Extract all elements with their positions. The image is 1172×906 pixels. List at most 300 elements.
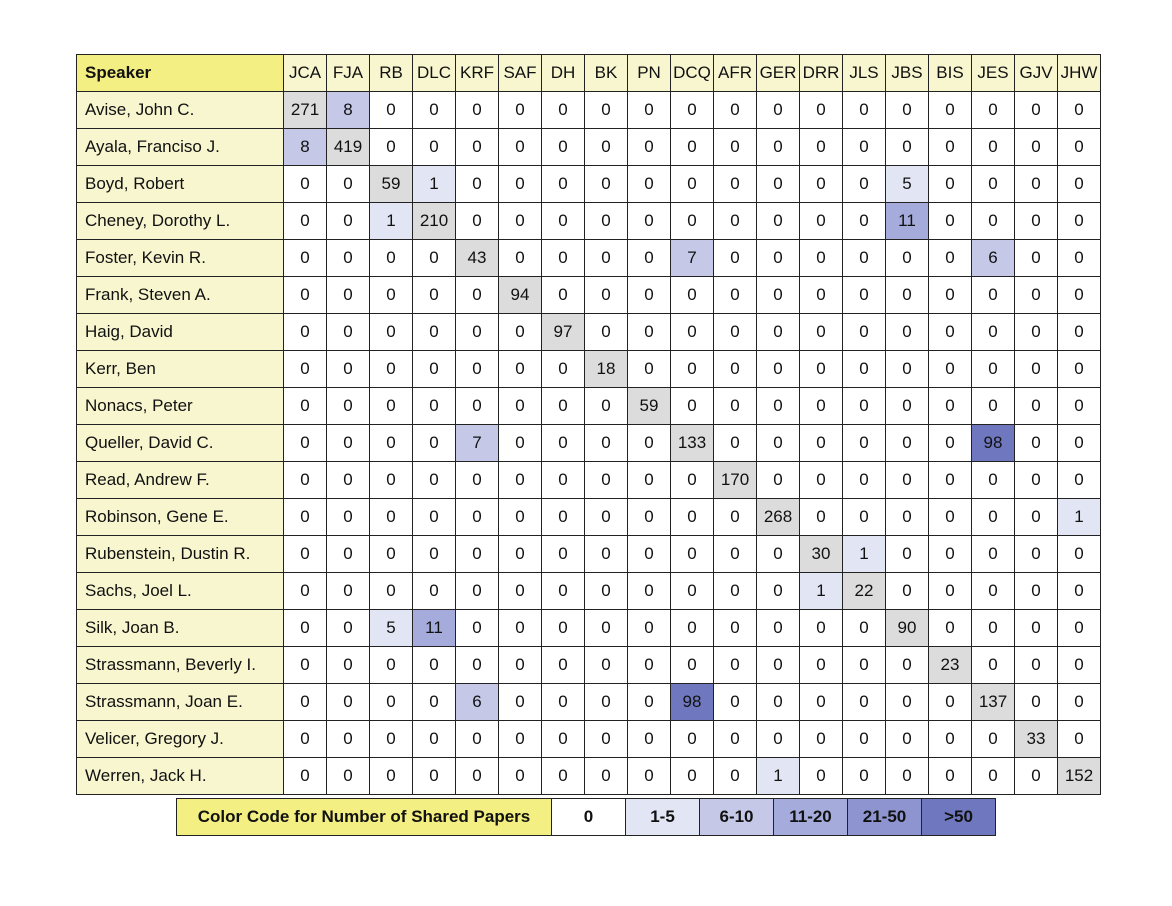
matrix-cell: 0 (585, 573, 628, 610)
matrix-cell: 0 (972, 314, 1015, 351)
matrix-cell: 0 (628, 425, 671, 462)
matrix-cell: 210 (413, 203, 456, 240)
matrix-cell: 0 (284, 462, 327, 499)
matrix-cell: 0 (456, 166, 499, 203)
matrix-cell: 0 (499, 92, 542, 129)
matrix-cell: 0 (800, 499, 843, 536)
matrix-cell: 0 (1058, 203, 1101, 240)
matrix-cell: 0 (800, 240, 843, 277)
matrix-cell: 0 (843, 351, 886, 388)
matrix-cell: 0 (542, 499, 585, 536)
matrix-cell: 0 (671, 277, 714, 314)
matrix-cell: 0 (929, 92, 972, 129)
matrix-cell: 0 (413, 499, 456, 536)
matrix-cell: 98 (972, 425, 1015, 462)
matrix-cell: 0 (929, 610, 972, 647)
matrix-cell: 0 (284, 536, 327, 573)
matrix-cell: 0 (370, 388, 413, 425)
matrix-cell: 0 (327, 536, 370, 573)
matrix-cell: 0 (714, 203, 757, 240)
matrix-cell: 0 (714, 647, 757, 684)
matrix-cell: 11 (886, 203, 929, 240)
matrix-cell: 0 (800, 203, 843, 240)
matrix-cell: 0 (585, 277, 628, 314)
speaker-name: Strassmann, Beverly I. (77, 647, 284, 684)
matrix-cell: 0 (499, 203, 542, 240)
matrix-cell: 0 (370, 351, 413, 388)
matrix-cell: 1 (370, 203, 413, 240)
matrix-cell: 0 (327, 388, 370, 425)
matrix-cell: 0 (972, 573, 1015, 610)
matrix-cell: 0 (628, 166, 671, 203)
legend-swatch: 0 (552, 799, 626, 836)
column-header-dlc: DLC (413, 55, 456, 92)
matrix-cell: 0 (327, 647, 370, 684)
matrix-cell: 0 (800, 721, 843, 758)
matrix-cell: 0 (671, 388, 714, 425)
matrix-cell: 0 (1015, 203, 1058, 240)
matrix-cell: 0 (972, 277, 1015, 314)
matrix-cell: 0 (456, 351, 499, 388)
matrix-cell: 0 (757, 166, 800, 203)
matrix-cell: 0 (1015, 314, 1058, 351)
matrix-cell: 0 (886, 462, 929, 499)
matrix-cell: 0 (800, 758, 843, 795)
matrix-cell: 0 (413, 388, 456, 425)
matrix-cell: 0 (843, 203, 886, 240)
matrix-cell: 268 (757, 499, 800, 536)
matrix-cell: 0 (456, 314, 499, 351)
matrix-cell: 0 (1058, 573, 1101, 610)
matrix-cell: 0 (499, 610, 542, 647)
matrix-cell: 0 (714, 388, 757, 425)
matrix-cell: 0 (929, 203, 972, 240)
speaker-name: Queller, David C. (77, 425, 284, 462)
matrix-cell: 0 (800, 684, 843, 721)
table-row (77, 203, 1101, 240)
matrix-cell: 0 (929, 499, 972, 536)
matrix-cell: 0 (370, 536, 413, 573)
matrix-cell: 0 (1058, 462, 1101, 499)
speaker-name: Cheney, Dorothy L. (77, 203, 284, 240)
matrix-cell: 0 (972, 721, 1015, 758)
matrix-cell: 33 (1015, 721, 1058, 758)
matrix-cell: 0 (370, 462, 413, 499)
matrix-cell: 0 (413, 684, 456, 721)
table-row (77, 92, 1101, 129)
matrix-cell: 0 (1015, 129, 1058, 166)
matrix-cell: 0 (800, 647, 843, 684)
matrix-cell: 0 (843, 721, 886, 758)
matrix-cell: 0 (585, 462, 628, 499)
matrix-cell: 0 (542, 647, 585, 684)
matrix-cell: 0 (1015, 462, 1058, 499)
matrix-cell: 0 (370, 425, 413, 462)
matrix-cell: 0 (327, 610, 370, 647)
matrix-cell: 0 (757, 277, 800, 314)
matrix-cell: 0 (585, 721, 628, 758)
table-row (77, 684, 1101, 721)
matrix-cell: 0 (843, 610, 886, 647)
matrix-cell: 0 (370, 647, 413, 684)
matrix-cell: 0 (542, 388, 585, 425)
table-row (77, 314, 1101, 351)
matrix-cell: 0 (757, 721, 800, 758)
matrix-cell: 0 (542, 721, 585, 758)
matrix-cell: 0 (886, 388, 929, 425)
matrix-cell: 0 (499, 425, 542, 462)
matrix-cell: 8 (327, 92, 370, 129)
matrix-cell: 0 (843, 277, 886, 314)
matrix-cell: 0 (327, 758, 370, 795)
matrix-cell: 0 (413, 647, 456, 684)
matrix-cell: 0 (671, 166, 714, 203)
matrix-cell: 8 (284, 129, 327, 166)
matrix-cell: 0 (628, 573, 671, 610)
matrix-cell: 0 (886, 240, 929, 277)
matrix-cell: 0 (714, 610, 757, 647)
speaker-name: Boyd, Robert (77, 166, 284, 203)
matrix-cell: 0 (800, 462, 843, 499)
matrix-cell: 0 (284, 240, 327, 277)
matrix-cell: 0 (370, 721, 413, 758)
matrix-cell: 0 (542, 166, 585, 203)
matrix-cell: 0 (585, 129, 628, 166)
matrix-cell: 0 (499, 166, 542, 203)
table-row (77, 166, 1101, 203)
matrix-cell: 0 (542, 462, 585, 499)
matrix-cell: 0 (1015, 573, 1058, 610)
matrix-cell: 0 (843, 314, 886, 351)
matrix-cell: 0 (714, 166, 757, 203)
matrix-cell: 0 (327, 721, 370, 758)
matrix-cell: 0 (284, 314, 327, 351)
matrix-cell: 0 (757, 573, 800, 610)
matrix-cell: 271 (284, 92, 327, 129)
matrix-cell: 0 (929, 758, 972, 795)
matrix-cell: 0 (542, 425, 585, 462)
speaker-name: Ayala, Franciso J. (77, 129, 284, 166)
matrix-cell: 0 (757, 684, 800, 721)
matrix-cell: 1 (843, 536, 886, 573)
matrix-cell: 0 (284, 573, 327, 610)
matrix-cell: 1 (413, 166, 456, 203)
matrix-cell: 0 (800, 425, 843, 462)
matrix-cell: 0 (1058, 610, 1101, 647)
matrix-cell: 0 (1058, 388, 1101, 425)
matrix-cell: 0 (800, 610, 843, 647)
matrix-cell: 7 (671, 240, 714, 277)
matrix-cell: 0 (542, 573, 585, 610)
column-header-gjv: GJV (1015, 55, 1058, 92)
matrix-cell: 5 (886, 166, 929, 203)
column-header-jbs: JBS (886, 55, 929, 92)
matrix-cell: 0 (671, 499, 714, 536)
matrix-cell: 6 (456, 684, 499, 721)
matrix-cell: 0 (327, 684, 370, 721)
matrix-cell: 0 (628, 758, 671, 795)
matrix-cell: 0 (327, 240, 370, 277)
matrix-cell: 0 (757, 203, 800, 240)
matrix-cell: 59 (370, 166, 413, 203)
column-header-ger: GER (757, 55, 800, 92)
matrix-cell: 0 (800, 388, 843, 425)
matrix-cell: 0 (1058, 351, 1101, 388)
matrix-cell: 0 (800, 314, 843, 351)
matrix-cell: 0 (972, 758, 1015, 795)
matrix-cell: 0 (628, 129, 671, 166)
matrix-cell: 0 (370, 129, 413, 166)
column-header-krf: KRF (456, 55, 499, 92)
matrix-cell: 0 (499, 462, 542, 499)
matrix-cell: 0 (843, 499, 886, 536)
matrix-cell: 0 (1015, 92, 1058, 129)
matrix-cell: 0 (284, 647, 327, 684)
matrix-cell: 0 (972, 610, 1015, 647)
matrix-cell: 0 (671, 536, 714, 573)
matrix-cell: 43 (456, 240, 499, 277)
matrix-cell: 0 (499, 536, 542, 573)
matrix-cell: 0 (1015, 388, 1058, 425)
table-row (77, 610, 1101, 647)
matrix-cell: 90 (886, 610, 929, 647)
matrix-cell: 0 (800, 166, 843, 203)
matrix-cell: 0 (456, 92, 499, 129)
matrix-cell: 0 (929, 240, 972, 277)
matrix-cell: 0 (757, 240, 800, 277)
matrix-cell: 0 (327, 462, 370, 499)
matrix-cell: 419 (327, 129, 370, 166)
matrix-cell: 0 (929, 351, 972, 388)
legend-swatch: 21-50 (848, 799, 922, 836)
speaker-name: Sachs, Joel L. (77, 573, 284, 610)
matrix-cell: 0 (628, 647, 671, 684)
matrix-cell: 0 (542, 203, 585, 240)
matrix-cell: 0 (284, 721, 327, 758)
matrix-cell: 0 (972, 129, 1015, 166)
matrix-cell: 0 (585, 425, 628, 462)
matrix-cell: 0 (800, 351, 843, 388)
table-row (77, 277, 1101, 314)
legend-swatch: >50 (922, 799, 996, 836)
matrix-cell: 94 (499, 277, 542, 314)
matrix-cell: 0 (1058, 425, 1101, 462)
matrix-cell: 0 (843, 129, 886, 166)
matrix-cell: 0 (972, 203, 1015, 240)
legend-swatch: 6-10 (700, 799, 774, 836)
matrix-cell: 0 (671, 314, 714, 351)
matrix-cell: 1 (1058, 499, 1101, 536)
legend-row (177, 799, 996, 836)
matrix-cell: 0 (843, 758, 886, 795)
matrix-cell: 0 (714, 92, 757, 129)
matrix-cell: 18 (585, 351, 628, 388)
matrix-cell: 0 (456, 573, 499, 610)
matrix-cell: 0 (1015, 647, 1058, 684)
column-header-jca: JCA (284, 55, 327, 92)
matrix-cell: 0 (585, 314, 628, 351)
matrix-cell: 0 (714, 721, 757, 758)
matrix-cell: 0 (628, 203, 671, 240)
matrix-cell: 0 (413, 240, 456, 277)
matrix-cell: 0 (1058, 166, 1101, 203)
matrix-cell: 0 (757, 462, 800, 499)
matrix-cell: 0 (456, 610, 499, 647)
matrix-cell: 0 (1058, 684, 1101, 721)
matrix-cell: 0 (456, 203, 499, 240)
matrix-cell: 0 (456, 129, 499, 166)
matrix-cell: 0 (370, 92, 413, 129)
matrix-cell: 0 (671, 351, 714, 388)
table-row (77, 721, 1101, 758)
matrix-cell: 0 (800, 277, 843, 314)
table-row (77, 425, 1101, 462)
matrix-cell: 0 (843, 684, 886, 721)
matrix-body (77, 92, 1101, 795)
matrix-cell: 5 (370, 610, 413, 647)
matrix-cell: 0 (972, 536, 1015, 573)
matrix-cell: 0 (284, 203, 327, 240)
matrix-cell: 0 (327, 425, 370, 462)
matrix-cell: 0 (800, 92, 843, 129)
matrix-cell: 0 (456, 462, 499, 499)
matrix-cell: 0 (714, 277, 757, 314)
matrix-cell: 0 (456, 758, 499, 795)
matrix-cell: 0 (843, 166, 886, 203)
matrix-cell: 0 (499, 499, 542, 536)
matrix-cell: 0 (714, 758, 757, 795)
speaker-name: Frank, Steven A. (77, 277, 284, 314)
matrix-cell: 0 (413, 351, 456, 388)
matrix-cell: 0 (714, 314, 757, 351)
table-row (77, 240, 1101, 277)
matrix-cell: 0 (671, 647, 714, 684)
matrix-cell: 0 (972, 92, 1015, 129)
matrix-cell: 6 (972, 240, 1015, 277)
matrix-cell: 0 (929, 277, 972, 314)
matrix-cell: 0 (843, 462, 886, 499)
matrix-cell: 0 (886, 684, 929, 721)
table-row (77, 536, 1101, 573)
matrix-cell: 0 (499, 758, 542, 795)
matrix-cell: 0 (284, 758, 327, 795)
matrix-cell: 0 (757, 647, 800, 684)
legend-swatch: 1-5 (626, 799, 700, 836)
matrix-cell: 0 (585, 388, 628, 425)
column-header-saf: SAF (499, 55, 542, 92)
matrix-cell: 0 (929, 462, 972, 499)
matrix-cell: 0 (929, 425, 972, 462)
table-row (77, 129, 1101, 166)
matrix-cell: 0 (1058, 129, 1101, 166)
matrix-cell: 137 (972, 684, 1015, 721)
matrix-cell: 0 (671, 129, 714, 166)
table-row (77, 758, 1101, 795)
matrix-cell: 0 (1015, 166, 1058, 203)
matrix-cell: 0 (1058, 536, 1101, 573)
matrix-cell: 0 (886, 314, 929, 351)
matrix-cell: 0 (456, 499, 499, 536)
matrix-cell: 0 (1015, 351, 1058, 388)
matrix-cell: 0 (327, 277, 370, 314)
matrix-cell: 0 (413, 573, 456, 610)
matrix-cell: 0 (714, 684, 757, 721)
matrix-cell: 0 (1015, 240, 1058, 277)
matrix-cell: 0 (456, 536, 499, 573)
matrix-cell: 0 (843, 425, 886, 462)
matrix-cell: 0 (886, 721, 929, 758)
matrix-cell: 0 (628, 351, 671, 388)
matrix-cell: 0 (628, 499, 671, 536)
matrix-cell: 0 (929, 536, 972, 573)
matrix-cell: 0 (1058, 314, 1101, 351)
matrix-cell: 0 (671, 721, 714, 758)
header-row (77, 55, 1101, 92)
matrix-cell: 0 (284, 166, 327, 203)
matrix-cell: 0 (413, 92, 456, 129)
matrix-cell: 0 (413, 536, 456, 573)
column-header-dh: DH (542, 55, 585, 92)
matrix-cell: 0 (370, 684, 413, 721)
matrix-cell: 98 (671, 684, 714, 721)
column-header-fja: FJA (327, 55, 370, 92)
matrix-cell: 0 (628, 277, 671, 314)
matrix-cell: 0 (886, 758, 929, 795)
matrix-cell: 0 (413, 425, 456, 462)
matrix-cell: 0 (714, 129, 757, 166)
matrix-cell: 0 (370, 277, 413, 314)
matrix-cell: 0 (972, 462, 1015, 499)
matrix-cell: 0 (886, 351, 929, 388)
matrix-cell: 0 (628, 314, 671, 351)
matrix-cell: 0 (284, 684, 327, 721)
matrix-cell: 0 (284, 425, 327, 462)
matrix-cell: 0 (542, 240, 585, 277)
speaker-name: Rubenstein, Dustin R. (77, 536, 284, 573)
matrix-cell: 0 (413, 721, 456, 758)
matrix-cell: 0 (1058, 92, 1101, 129)
matrix-cell: 0 (542, 536, 585, 573)
matrix-cell: 0 (456, 388, 499, 425)
matrix-cell: 0 (327, 573, 370, 610)
table-row (77, 573, 1101, 610)
matrix-cell: 0 (327, 314, 370, 351)
matrix-cell: 0 (284, 499, 327, 536)
matrix-cell: 0 (585, 166, 628, 203)
matrix-cell: 0 (886, 647, 929, 684)
shared-papers-matrix (76, 54, 1101, 795)
column-header-pn: PN (628, 55, 671, 92)
matrix-cell: 0 (370, 499, 413, 536)
matrix-cell: 0 (370, 758, 413, 795)
matrix-cell: 0 (413, 462, 456, 499)
matrix-cell: 0 (1015, 610, 1058, 647)
column-header-jes: JES (972, 55, 1015, 92)
matrix-cell: 0 (757, 610, 800, 647)
matrix-cell: 0 (929, 166, 972, 203)
matrix-cell: 0 (1058, 721, 1101, 758)
matrix-cell: 0 (929, 129, 972, 166)
speaker-name: Strassmann, Joan E. (77, 684, 284, 721)
matrix-cell: 0 (585, 499, 628, 536)
matrix-cell: 0 (757, 351, 800, 388)
column-header-jls: JLS (843, 55, 886, 92)
matrix-cell: 0 (757, 92, 800, 129)
matrix-cell: 0 (499, 314, 542, 351)
matrix-cell: 0 (714, 351, 757, 388)
matrix-cell: 0 (929, 314, 972, 351)
matrix-cell: 0 (843, 240, 886, 277)
